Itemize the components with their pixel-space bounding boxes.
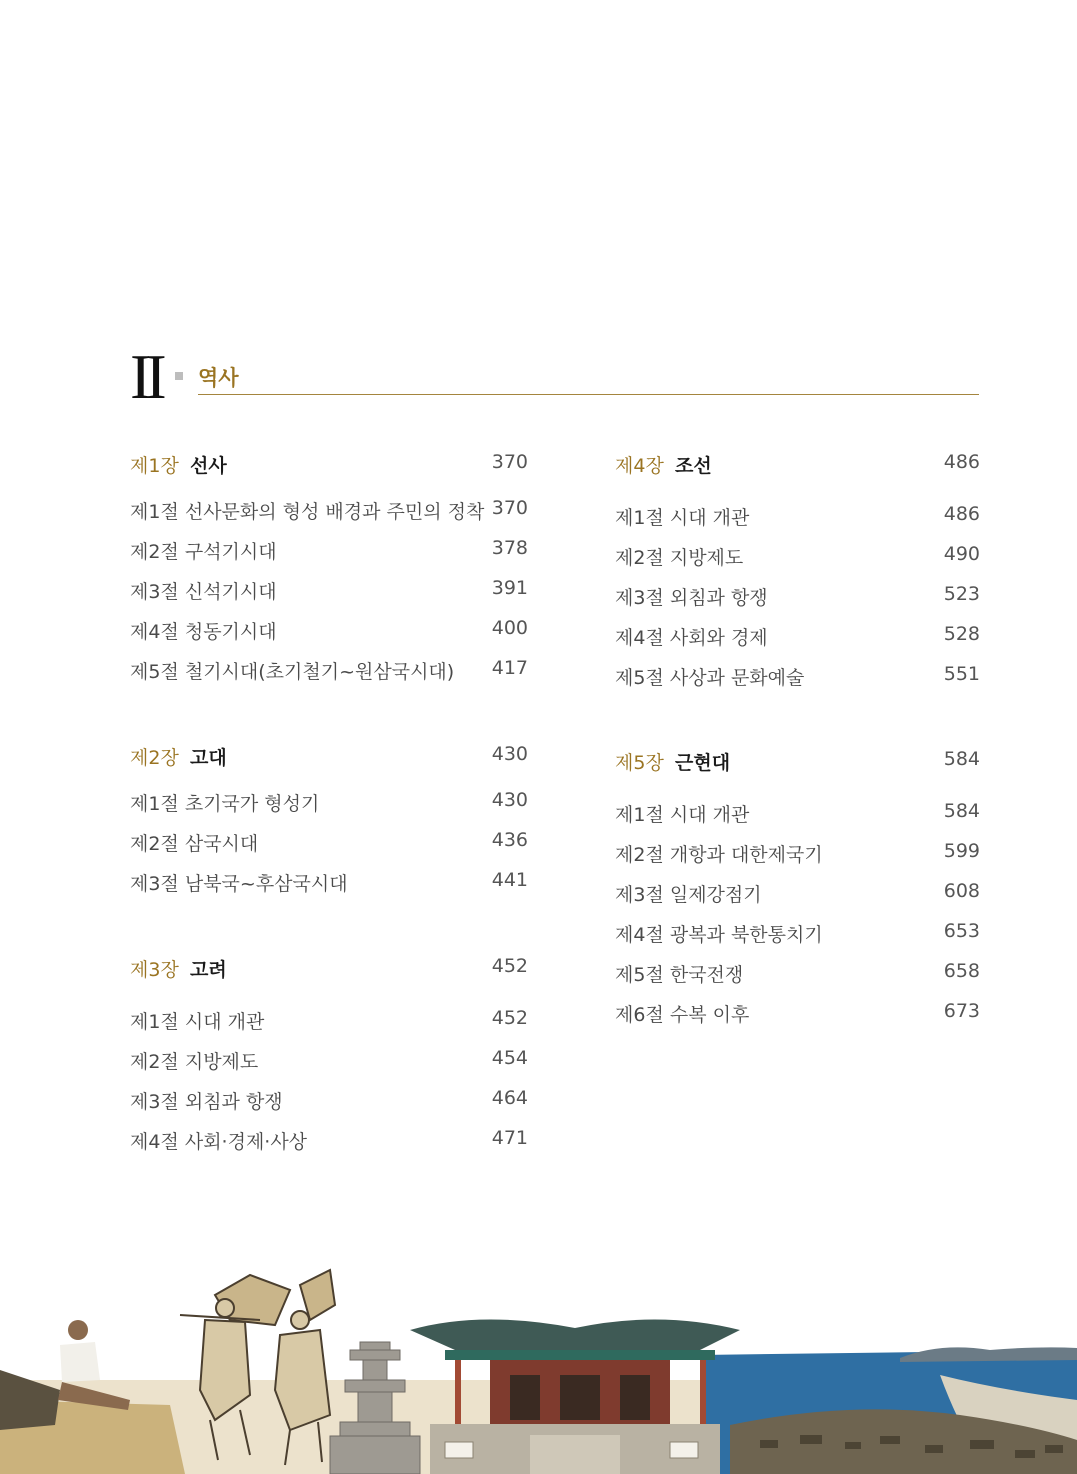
chapter-2 xyxy=(130,743,528,909)
toc-entry[interactable] xyxy=(130,497,528,537)
toc-entry[interactable] xyxy=(615,583,980,623)
toc-entry[interactable] xyxy=(130,537,528,577)
entry-label: 제1절 선사문화의 형성 배경과 주민의 정착 xyxy=(130,501,485,523)
entry-label: 제1절 초기국가 형성기 xyxy=(130,793,320,815)
toc-entry[interactable] xyxy=(615,503,980,543)
entry-page: 471 xyxy=(491,1127,528,1149)
entry-label: 제3절 일제강점기 xyxy=(615,884,762,906)
entry-label: 제6절 수복 이후 xyxy=(615,1004,750,1026)
entry-page: 417 xyxy=(491,657,528,679)
toc-entry[interactable] xyxy=(130,1007,528,1047)
toc-entry[interactable] xyxy=(130,1047,528,1087)
toc-entry[interactable] xyxy=(615,543,980,583)
header-rule xyxy=(198,394,979,395)
entry-page: 452 xyxy=(491,1007,528,1029)
chapter-name: 조선 xyxy=(675,455,712,477)
chapter-heading[interactable] xyxy=(615,748,980,800)
entry-page: 436 xyxy=(491,829,528,851)
entry-page: 378 xyxy=(491,537,528,559)
entry-label: 제5절 철기시대(초기철기~원삼국시대) xyxy=(130,661,455,683)
toc-entry[interactable] xyxy=(130,1127,528,1167)
entry-page: 400 xyxy=(491,617,528,639)
toc-entry[interactable] xyxy=(130,829,528,869)
distant-hill xyxy=(900,1347,1077,1362)
toc-entry[interactable] xyxy=(130,657,528,697)
entry-label: 제2절 지방제도 xyxy=(130,1051,259,1073)
square-bullet-icon xyxy=(175,372,183,380)
entry-label: 제3절 신석기시대 xyxy=(130,581,277,603)
entry-label: 제5절 한국전쟁 xyxy=(615,964,744,986)
entry-label: 제2절 구석기시대 xyxy=(130,541,277,563)
toc-entry[interactable] xyxy=(615,880,980,920)
chapter-heading[interactable] xyxy=(615,451,980,503)
entry-label: 제3절 외침과 항쟁 xyxy=(130,1091,283,1113)
chapter-name: 고려 xyxy=(190,959,227,981)
entry-page: 430 xyxy=(491,789,528,811)
entry-page: 599 xyxy=(943,840,980,862)
entry-page: 584 xyxy=(943,800,980,822)
toc-entry[interactable] xyxy=(615,623,980,663)
entry-label: 제1절 시대 개관 xyxy=(130,1011,265,1033)
entry-page: 528 xyxy=(943,623,980,645)
toc-entry[interactable] xyxy=(615,663,980,703)
chapter-number: 제3장 xyxy=(130,959,179,981)
chapter-heading[interactable] xyxy=(130,955,528,1007)
entry-page: 653 xyxy=(943,920,980,942)
chapter-4 xyxy=(615,451,980,703)
part-numeral: II xyxy=(130,341,161,412)
chapter-name: 선사 xyxy=(190,455,227,477)
entry-page: 441 xyxy=(491,869,528,891)
chapter-name: 고대 xyxy=(190,747,227,769)
toc-entry[interactable] xyxy=(130,869,528,909)
entry-label: 제2절 삼국시대 xyxy=(130,833,259,855)
toc-entry[interactable] xyxy=(130,789,528,829)
toc-entry[interactable] xyxy=(130,617,528,657)
straw-bundle xyxy=(0,1370,60,1430)
chapter-number: 제4장 xyxy=(615,455,664,477)
entry-page: 464 xyxy=(491,1087,528,1109)
entry-page: 486 xyxy=(943,503,980,525)
chapter-number: 제5장 xyxy=(615,752,664,774)
chapter-page: 452 xyxy=(491,955,528,977)
entry-page: 523 xyxy=(943,583,980,605)
chapter-5 xyxy=(615,748,980,1040)
entry-page: 551 xyxy=(943,663,980,685)
chapter-heading[interactable] xyxy=(130,451,528,497)
section-header xyxy=(130,341,980,412)
entry-label: 제4절 청동기시대 xyxy=(130,621,277,643)
toc-entry[interactable] xyxy=(615,1000,980,1040)
entry-page: 673 xyxy=(943,1000,980,1022)
entry-label: 제1절 시대 개관 xyxy=(615,507,750,529)
toc-entry[interactable] xyxy=(130,1087,528,1127)
entry-label: 제3절 남북국~후삼국시대 xyxy=(130,873,348,895)
chapter-name: 근현대 xyxy=(675,752,731,774)
section-title: 역사 xyxy=(198,366,239,390)
chapter-heading[interactable] xyxy=(130,743,528,789)
entry-page: 370 xyxy=(491,497,528,519)
toc-entry[interactable] xyxy=(130,577,528,617)
entry-page: 490 xyxy=(943,543,980,565)
chapter-page: 370 xyxy=(491,451,528,473)
entry-label: 제4절 사회·경제·사상 xyxy=(130,1131,308,1153)
toc-entry[interactable] xyxy=(615,920,980,960)
entry-page: 608 xyxy=(943,880,980,902)
chapter-1 xyxy=(130,451,528,697)
entry-page: 454 xyxy=(491,1047,528,1069)
history-collage-illustration xyxy=(0,1250,1077,1474)
toc-entry[interactable] xyxy=(615,960,980,1000)
toc-entry[interactable] xyxy=(615,800,980,840)
chapter-number: 제1장 xyxy=(130,455,179,477)
entry-label: 제3절 외침과 항쟁 xyxy=(615,587,768,609)
chapter-number: 제2장 xyxy=(130,747,179,769)
entry-page: 658 xyxy=(943,960,980,982)
chapter-3 xyxy=(130,955,528,1167)
entry-label: 제4절 광복과 북한통치기 xyxy=(615,924,823,946)
entry-page: 391 xyxy=(491,577,528,599)
chapter-page: 584 xyxy=(943,748,980,770)
entry-label: 제4절 사회와 경제 xyxy=(615,627,768,649)
chapter-page: 486 xyxy=(943,451,980,473)
chapter-page: 430 xyxy=(491,743,528,765)
entry-label: 제1절 시대 개관 xyxy=(615,804,750,826)
entry-label: 제5절 사상과 문화예술 xyxy=(615,667,805,689)
entry-label: 제2절 개항과 대한제국기 xyxy=(615,844,823,866)
toc-entry[interactable] xyxy=(615,840,980,880)
entry-label: 제2절 지방제도 xyxy=(615,547,744,569)
